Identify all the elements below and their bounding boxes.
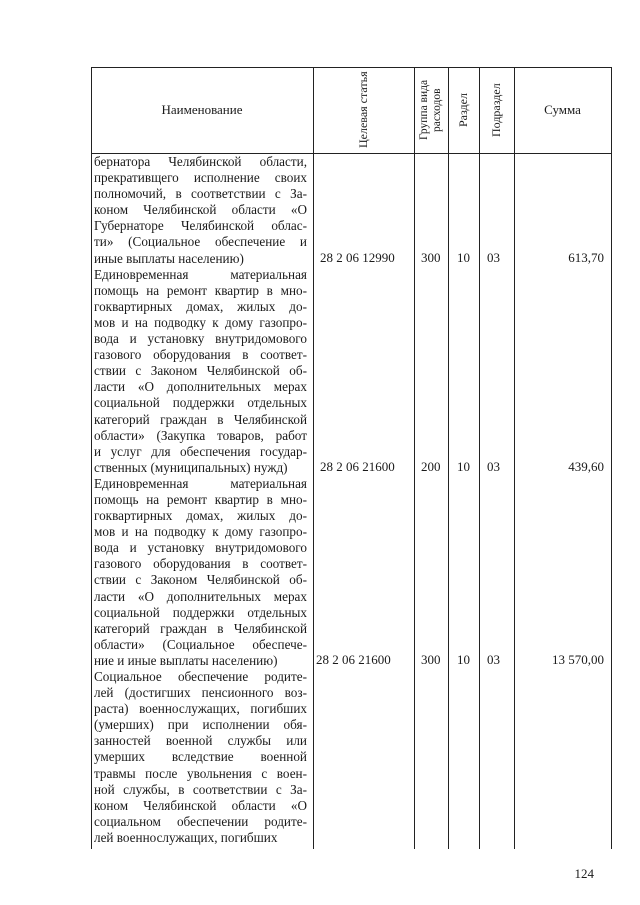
name-line: вода и установку внутридомового [94, 331, 307, 347]
name-line: социальной поддержки отдельных [94, 604, 307, 620]
row-3-subsection: 03 [487, 652, 500, 667]
name-line: полномочий, в соответствии с За- [94, 186, 307, 202]
name-line: области» (Социальное обеспече- [94, 636, 307, 652]
name-line: Социальное обеспечение родите- [94, 669, 307, 684]
name-line: ственных (муниципальных) нужд) [94, 459, 288, 475]
name-line: коном Челябинской области «О [94, 202, 307, 218]
header-expense-group: Группа вида расходов [418, 79, 443, 141]
name-line: ти» (Социальное обеспечение и [94, 234, 307, 250]
name-line: вода и установку внутридомового [94, 540, 307, 556]
name-line: ствии с Законом Челябинской об- [94, 572, 307, 588]
name-line: иные выплаты населению) [94, 250, 244, 266]
header-target-article: Целевая статья [356, 71, 370, 149]
name-line: бернатора Челябинской области, [94, 154, 307, 169]
row-1-section: 10 [457, 250, 470, 265]
row-2-target-article: 28 2 06 21600 [320, 459, 395, 474]
name-line: занностей военной службы или [94, 733, 307, 749]
name-line: ние и иные выплаты населению) [94, 652, 278, 668]
row-2-expense-group: 200 [421, 459, 441, 474]
name-line: Единовременная материальная [94, 475, 307, 491]
name-line: лей (достигших пенсионного воз- [94, 685, 307, 701]
name-line: ласти «О дополнительных мерах [94, 379, 307, 395]
header-subsection: Подраздел [489, 83, 503, 137]
name-line: категорий граждан в Челябинской [94, 411, 307, 427]
row-3-target-article: 28 2 06 21600 [316, 652, 391, 667]
col-border [91, 67, 92, 849]
header-name: Наименование [161, 102, 243, 117]
name-line: Единовременная материальная [94, 266, 307, 282]
row-2-sum: 439,60 [568, 459, 604, 474]
row-2-subsection: 03 [487, 459, 500, 474]
name-line: коном Челябинской области «О [94, 797, 307, 813]
name-line: ствии с Законом Челябинской об- [94, 363, 307, 379]
page-number: 124 [574, 866, 594, 881]
name-line: мов и на подводку к дому газопро- [94, 314, 307, 330]
name-line: социальной поддержки отдельных [94, 395, 307, 411]
name-line: газового оборудования в соответ- [94, 556, 307, 572]
row-3-section: 10 [457, 652, 470, 667]
name-line: (умерших) при исполнении обя- [94, 717, 307, 733]
name-line: гоквартирных домах, жилых до- [94, 508, 307, 524]
name-line: прекративщего исполнение своих [94, 170, 307, 186]
row-2-section: 10 [457, 459, 470, 474]
name-line: категорий граждан в Челябинской [94, 620, 307, 636]
col-border [514, 67, 515, 849]
col-border [611, 67, 612, 849]
row-1-expense-group: 300 [421, 250, 441, 265]
name-line: ласти «О дополнительных мерах [94, 588, 307, 604]
name-line: ной службы, в соответствии с За- [94, 781, 307, 797]
name-line: травмы после увольнения с воен- [94, 765, 307, 781]
row-1-sum: 613,70 [568, 250, 604, 265]
row-3-expense-group: 300 [421, 652, 441, 667]
name-column-text [94, 154, 307, 846]
row-1-target-article: 28 2 06 12990 [320, 250, 395, 265]
row-3-sum: 13 570,00 [552, 652, 604, 667]
name-line: умерших вследствие военной [94, 749, 307, 765]
col-border [414, 67, 415, 849]
name-line: газового оборудования в соответ- [94, 347, 307, 363]
name-line: и услуг для обеспечения государ- [94, 443, 307, 459]
name-line: социальном обеспечении родите- [94, 813, 307, 829]
name-line: лей военнослужащих, погибших [94, 829, 278, 845]
col-border [448, 67, 449, 849]
name-line: раста) военнослужащих, погибших [94, 701, 307, 717]
name-line: гоквартирных домах, жилых до- [94, 298, 307, 314]
header-sum: Сумма [544, 102, 581, 117]
row-1-subsection: 03 [487, 250, 500, 265]
col-border [479, 67, 480, 849]
name-line: помощь на ремонт квартир в мно- [94, 282, 307, 298]
name-line: области» (Закупка товаров, работ [94, 427, 307, 443]
header-section: Раздел [456, 93, 470, 127]
name-line: Губернаторе Челябинской облас- [94, 218, 307, 234]
name-line: помощь на ремонт квартир в мно- [94, 491, 307, 507]
name-line: мов и на подводку к дому газопро- [94, 524, 307, 540]
col-border [313, 67, 314, 849]
